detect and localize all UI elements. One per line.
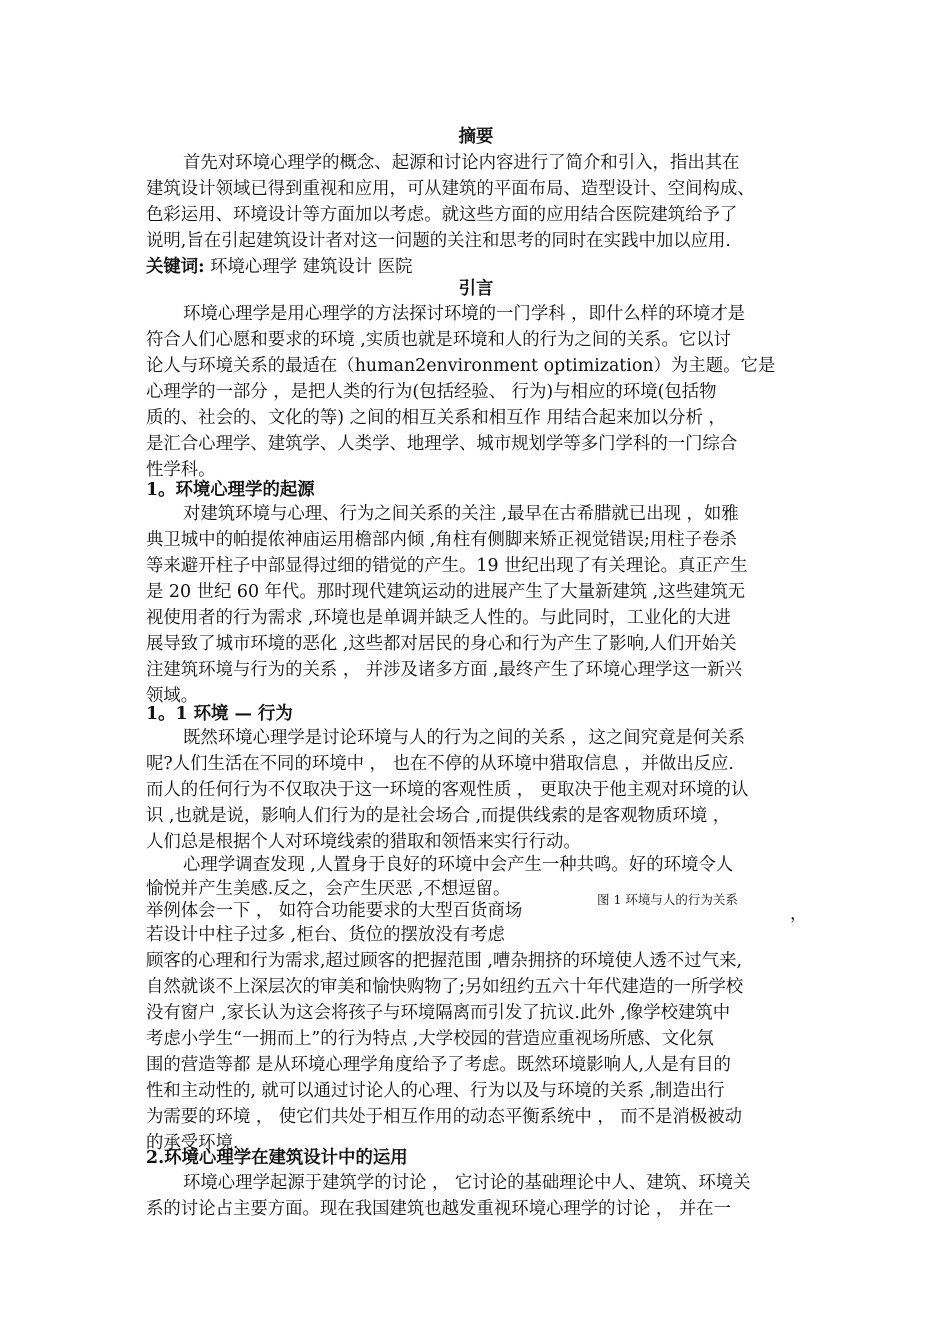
intro-line: 符合人们心愿和要求的环境 ,实质也就是环境和人的行为之间的关系。它以讨 [146,330,731,350]
figure-caption: 图 1 环境与人的行为关系 [597,892,738,907]
section-1-title: 1。环境心理学的起源 [146,480,315,500]
intro-line: 心理学的一部分 ，是把人类的行为(包括经验、 行为)与相应的环境(包括物 [146,382,717,402]
keywords-label: 关键词: [146,257,205,277]
intro-line: 论人与环境关系的最适在（human2environment optimization）为主题。它是 [146,356,776,376]
psych-line: 心理学调查发现 ,人置身于良好的环境中会产生一种共鸣。好的环境令人 [183,855,734,875]
section-1-line: 是 20 世纪 60 年代。那时现代建筑运动的进展产生了大量新建筑 ,这些建筑无 [146,582,746,602]
section-1-1-line: 而人的任何行为不仅取决于这一环境的客观性质 ， 更取决于他主观对环境的认 [146,780,749,800]
section-1-line: 对建筑环境与心理、行为之间关系的关注 ,最早在古希腊就已出现 ，如雅 [183,504,739,524]
psych-line: 没有窗户 ,家长认为这会将孩子与环境隔离而引发了抗议.此外 ,像学校建筑中 [146,1003,731,1023]
section-1-1-title: 1。1 环境 — 行为 [146,704,293,724]
abstract-title: 摘要 [458,127,494,147]
psych-line: 举例体会一下 ， 如符合功能要求的大型百货商场 [146,901,523,921]
section-2-line: 环境心理学起源于建筑学的讨论 ， 它讨论的基础理论中人、建筑、环境关 [183,1173,751,1193]
intro-line: 质的、社会的、文化的等) 之间的相互关系和相互作 用结合起来加以分析 ， [146,408,726,428]
section-1-line: 注建筑环境与行为的关系 ， 并涉及诸多方面 ,最终产生了环境心理学这一新兴 [146,660,743,680]
psych-line: 自然就谈不上深层次的审美和愉快购物了;另如纽约五六十年代建造的一所学校 [146,977,744,997]
section-1-line: 典卫城中的帕提侬神庙运用檐部内倾 ,角柱有侧脚来矫正视觉错误;用柱子卷杀 [146,530,737,550]
psych-line: 为需要的环境 ， 使它们共处于相互作用的动态平衡系统中 ， 而不是消极被动 [146,1107,743,1127]
intro-line: 性学科。 [146,460,216,480]
psych-line: 顾客的心理和行为需求,超过顾客的把握范围 ,嘈杂拥挤的环境使人透不过气来, [146,951,743,971]
psych-line: 愉悦并产生美感.反之，会产生厌恶 ,不想逗留。 [146,879,511,899]
section-1-1-line: 人们总是根据个人对环境线索的猎取和领悟来实行行动。 [146,832,581,852]
figure-trailing-comma: ， [790,904,807,924]
section-1-1-line: 呢?人们生活在不同的环境中 ， 也在不停的从环境中猎取信息 ，并做出反应. [146,754,734,774]
abstract-line: 建筑设计领域已得到重视和应用，可从建筑的平面布局、造型设计、空间构成、 [146,179,755,199]
intro-title: 引言 [458,279,494,299]
section-2-title: 2.环境心理学在建筑设计中的运用 [146,1148,408,1168]
section-2-line: 系的讨论占主要方面。现在我国建筑也越发重视环境心理学的讨论 ， 并在一 [146,1199,731,1219]
abstract-line: 色彩运用、环境设计等方面加以考虑。就这些方面的应用结合医院建筑给予了 [146,205,738,225]
abstract-line: 首先对环境心理学的概念、起源和讨论内容进行了简介和引入，指出其在 [183,153,740,173]
psych-line: 性和主动性的, 就可以通过讨论人的心理、行为以及与环境的关系 ,制造出行 [146,1081,725,1101]
psych-line: 考虑小学生“一拥而上”的行为特点 ,大学校园的营造应重视场所感、文化氛 [146,1029,714,1049]
section-1-1-line: 既然环境心理学是讨论环境与人的行为之间的关系 ，这之间究竟是何关系 [183,728,746,748]
psych-line: 的承受环境. [146,1133,239,1153]
keywords-value: 环境心理学 建筑设计 医院 [204,257,413,277]
intro-line: 是汇合心理学、建筑学、人类学、地理学、城市规划学等多门学科的一门综合 [146,434,738,454]
intro-line: 环境心理学是用心理学的方法探讨环境的一门学科 ，即什么样的环境才是 [183,304,746,324]
psych-line: 围的营造等都 是从环境心理学角度给予了考虑。既然环境影响人,人是有目的 [146,1055,731,1075]
section-1-1-line: 识 ,也就是说，影响人们行为的是社会场合 ,而提供线索的是客观物质环境 ， [146,806,731,826]
section-1-line: 展导致了城市环境的恶化 ,这些都对居民的身心和行为产生了影响,人们开始关 [146,634,737,654]
section-1-line: 等来避开柱子中部显得过细的错觉的产生。19 世纪出现了有关理论。真正产生 [146,556,748,576]
section-1-line: 视使用者的行为需求 ,环境也是单调并缺乏人性的。与此同时，工业化的大进 [146,608,731,628]
section-1-line: 领域。 [146,686,199,706]
psych-line: 若设计中柱子过多 ,柜台、货位的摆放没有考虑 [146,925,505,945]
abstract-line: 说明,旨在引起建筑设计者对这一问题的关注和思考的同时在实践中加以应用. [146,231,731,251]
